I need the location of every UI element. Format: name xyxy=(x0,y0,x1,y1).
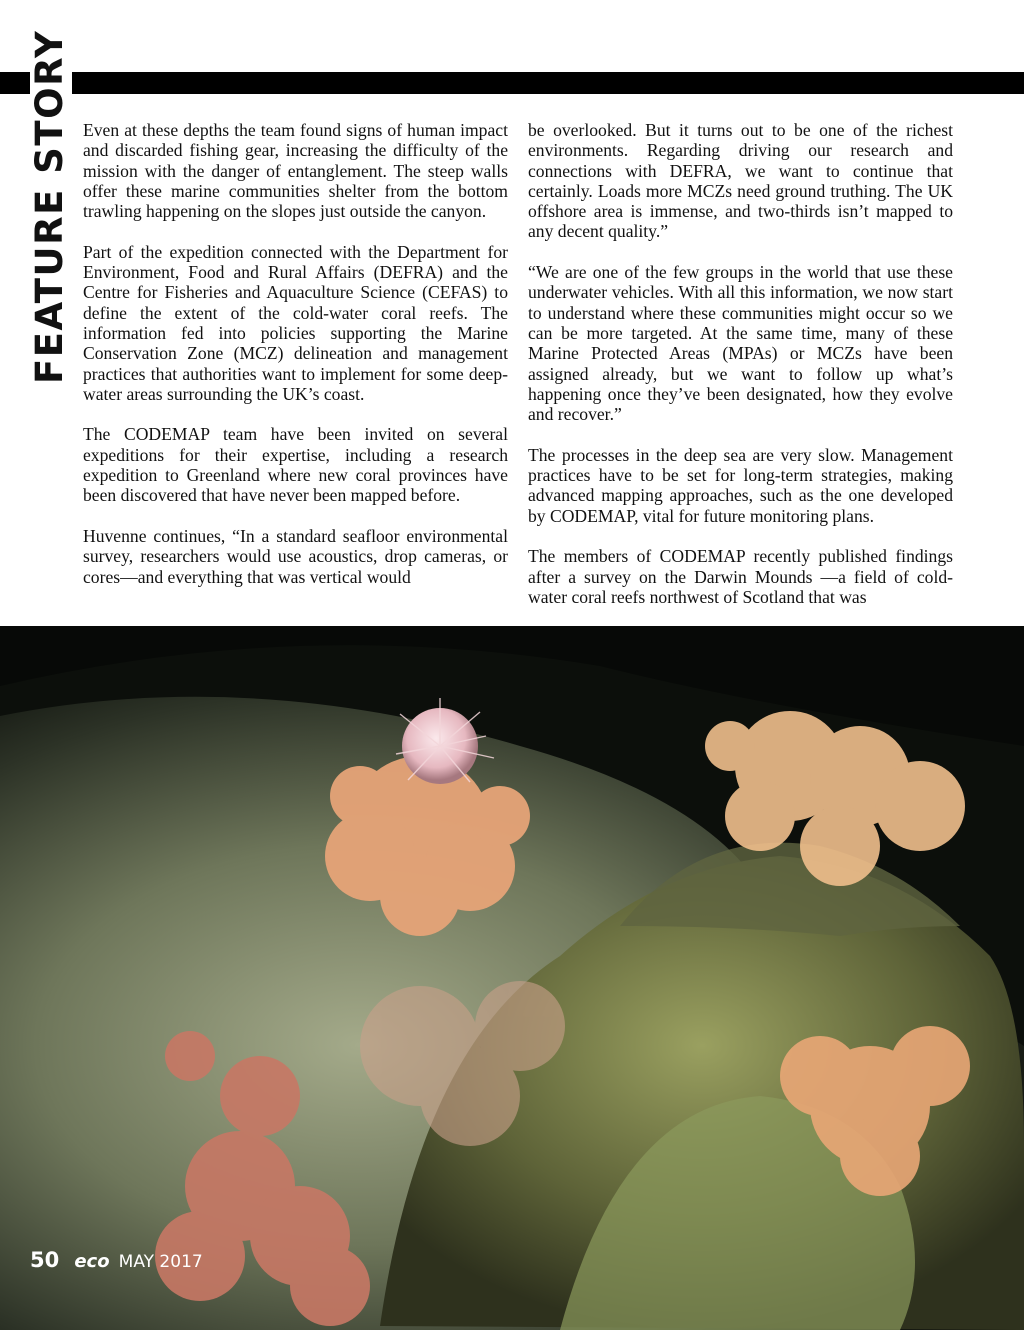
paragraph: The processes in the deep sea are very slow. Management practices have to be set for long-term strategies, making advanced mapping approaches, such as the one developed by CODEMAP, vital for future monitoring plans. xyxy=(528,444,953,526)
paragraph: Even at these depths the team found signs of human impact and discarded fishing gear, increasing the difficulty of the mission with the danger of entanglement. The steep walls offer these marine communities shelter from the bottom trawling happening on the slopes just outside the canyon. xyxy=(83,120,508,222)
paragraph: The CODEMAP team have been invited on several expeditions for their expertise, including a research expedition to Greenland where new coral provinces have been discovered that have never been mapped before. xyxy=(83,424,508,506)
coral-reef-photo xyxy=(0,626,1024,1330)
page-number: 50 xyxy=(30,1248,60,1272)
text-column-left xyxy=(83,120,508,607)
paragraph: “We are one of the few groups in the world that use these underwater vehicles. With all this information, we now start to understand where these communities might occur so we can be more targeted. At the same time, many of these Marine Protected Areas (MPAs) or MCZs have been assigned already, but we want to follow up what’s happening once they’ve been designated, how they evolve and recover.” xyxy=(528,262,953,425)
issue-date: MAY 2017 xyxy=(118,1252,203,1272)
section-label: FEATURE STORY xyxy=(28,29,71,384)
paragraph: Huvenne continues, “In a standard seafloor environmental survey, researchers would use acoustics, drop cameras, or cores—and everything that was vertical would xyxy=(83,525,508,587)
text-column-right xyxy=(528,120,953,627)
paragraph: The members of CODEMAP recently published findings after a survey on the Darwin Mounds —a field of cold-water coral reefs northwest of Scotland that was xyxy=(528,546,953,607)
magazine-brand: eco xyxy=(74,1251,110,1272)
coral-reef-illustration xyxy=(0,626,1024,1330)
page-footer xyxy=(30,1248,203,1272)
paragraph: Part of the expedition connected with the Department for Environment, Food and Rural Affairs (DEFRA) and the Centre for Fisheries and Aquaculture Science (CEFAS) to define the extent of the cold-water coral reefs. The information fed into policies supporting the Marine Conservation Zone (MCZ) delineation and management practices that authorities want to implement for some deep-water areas surrounding the UK’s coast. xyxy=(83,241,508,404)
paragraph: be overlooked. But it turns out to be one of the richest environments. Regarding driving our research and connections with DEFRA, we want to continue that certainly. Loads more MCZs need ground truthing. The UK offshore area is immense, and two-thirds isn’t mapped to any decent quality.” xyxy=(528,120,953,242)
header-bar xyxy=(0,72,1024,94)
